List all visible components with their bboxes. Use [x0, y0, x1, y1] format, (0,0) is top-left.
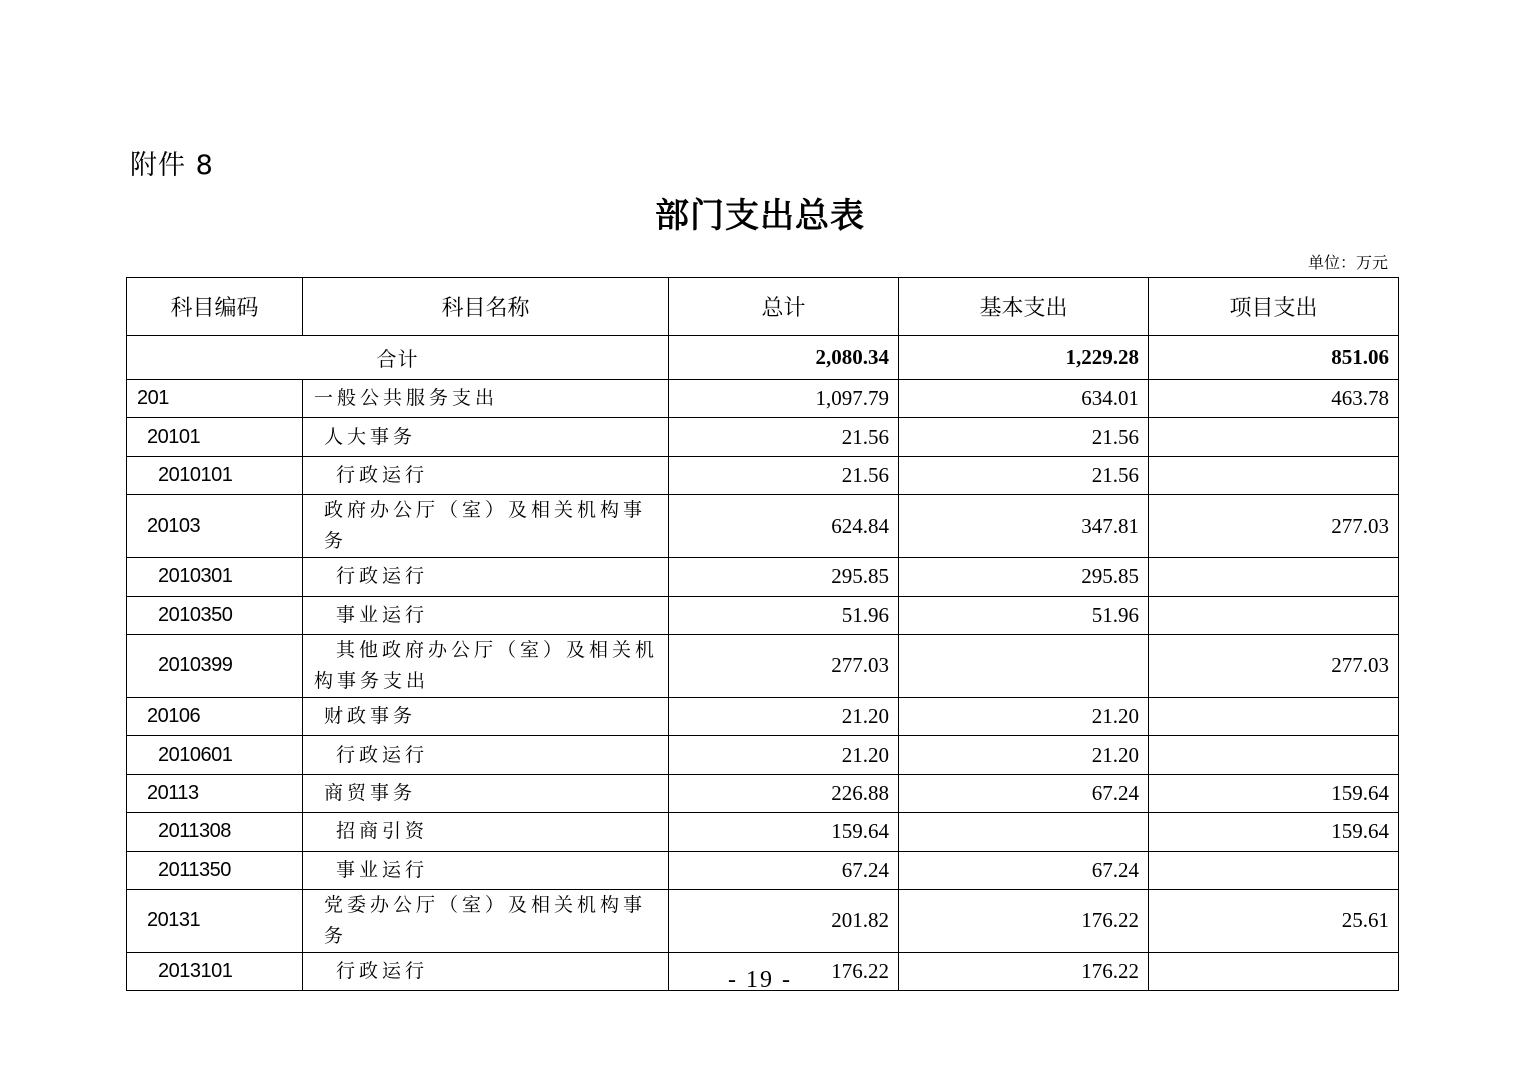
row-project	[1149, 736, 1399, 774]
row-basic: 295.85	[899, 558, 1149, 596]
row-project: 159.64	[1149, 813, 1399, 851]
attachment-label: 附件 8	[130, 150, 214, 181]
row-code: 2010399	[127, 634, 303, 697]
table-row	[127, 736, 1399, 774]
row-basic: 67.24	[899, 774, 1149, 812]
table-header-row	[127, 278, 1399, 336]
row-code: 2010350	[127, 596, 303, 634]
row-name: 行政运行	[303, 558, 669, 596]
row-project	[1149, 697, 1399, 735]
row-project	[1149, 418, 1399, 456]
row-basic: 176.22	[899, 952, 1149, 990]
row-name: 财政事务	[303, 697, 669, 735]
row-code: 20103	[127, 495, 303, 558]
total-row	[127, 336, 1399, 380]
row-name: 政府办公厅（室）及相关机构事务	[303, 495, 669, 558]
row-basic: 51.96	[899, 596, 1149, 634]
row-name: 其他政府办公厅（室）及相关机构事务支出	[303, 634, 669, 697]
row-basic: 21.20	[899, 697, 1149, 735]
header-code: 科目编码	[127, 278, 303, 336]
row-total: 159.64	[669, 813, 899, 851]
row-name: 人大事务	[303, 418, 669, 456]
row-basic: 347.81	[899, 495, 1149, 558]
row-total: 295.85	[669, 558, 899, 596]
row-total: 21.56	[669, 418, 899, 456]
expenditure-table	[126, 277, 1399, 991]
row-project	[1149, 456, 1399, 494]
row-project: 463.78	[1149, 380, 1399, 418]
table-row	[127, 456, 1399, 494]
table-row	[127, 380, 1399, 418]
row-code: 2011308	[127, 813, 303, 851]
header-basic: 基本支出	[899, 278, 1149, 336]
row-project: 277.03	[1149, 634, 1399, 697]
row-code: 201	[127, 380, 303, 418]
row-total: 67.24	[669, 851, 899, 889]
row-code: 20131	[127, 889, 303, 952]
row-basic: 21.20	[899, 736, 1149, 774]
row-name: 行政运行	[303, 952, 669, 990]
row-project	[1149, 558, 1399, 596]
total-basic: 1,229.28	[899, 336, 1149, 380]
row-name: 招商引资	[303, 813, 669, 851]
row-code: 2010301	[127, 558, 303, 596]
row-name: 行政运行	[303, 456, 669, 494]
row-name: 党委办公厅（室）及相关机构事务	[303, 889, 669, 952]
row-total: 277.03	[669, 634, 899, 697]
row-code: 2010601	[127, 736, 303, 774]
row-total: 21.56	[669, 456, 899, 494]
row-total: 176.22	[669, 952, 899, 990]
table-row	[127, 813, 1399, 851]
row-basic	[899, 813, 1149, 851]
row-name: 事业运行	[303, 596, 669, 634]
row-name: 商贸事务	[303, 774, 669, 812]
row-total: 51.96	[669, 596, 899, 634]
page-number: - 19 -	[728, 967, 792, 993]
row-code: 20106	[127, 697, 303, 735]
table-row	[127, 634, 1399, 697]
total-project: 851.06	[1149, 336, 1399, 380]
row-project	[1149, 596, 1399, 634]
header-name: 科目名称	[303, 278, 669, 336]
table-row	[127, 697, 1399, 735]
row-name: 事业运行	[303, 851, 669, 889]
row-code: 2010101	[127, 456, 303, 494]
row-basic: 634.01	[899, 380, 1149, 418]
row-code: 20101	[127, 418, 303, 456]
row-basic: 21.56	[899, 418, 1149, 456]
row-code: 2013101	[127, 952, 303, 990]
row-total: 201.82	[669, 889, 899, 952]
row-name: 一般公共服务支出	[303, 380, 669, 418]
table-row	[127, 774, 1399, 812]
row-basic	[899, 634, 1149, 697]
row-project: 277.03	[1149, 495, 1399, 558]
row-total: 1,097.79	[669, 380, 899, 418]
table-row	[127, 596, 1399, 634]
row-project: 159.64	[1149, 774, 1399, 812]
row-project	[1149, 851, 1399, 889]
row-total: 226.88	[669, 774, 899, 812]
table-row	[127, 418, 1399, 456]
row-code: 20113	[127, 774, 303, 812]
total-sum: 2,080.34	[669, 336, 899, 380]
table-row	[127, 889, 1399, 952]
row-total: 21.20	[669, 736, 899, 774]
row-basic: 21.56	[899, 456, 1149, 494]
row-total: 624.84	[669, 495, 899, 558]
unit-label: 单位：万元	[1307, 253, 1388, 272]
header-total: 总计	[669, 278, 899, 336]
row-project: 25.61	[1149, 889, 1399, 952]
table-row	[127, 558, 1399, 596]
row-code: 2011350	[127, 851, 303, 889]
row-total: 21.20	[669, 697, 899, 735]
row-basic: 176.22	[899, 889, 1149, 952]
table-row	[127, 495, 1399, 558]
total-label: 合计	[127, 336, 669, 380]
row-basic: 67.24	[899, 851, 1149, 889]
table-row	[127, 851, 1399, 889]
page-title: 部门支出总表	[655, 196, 865, 236]
header-project: 项目支出	[1149, 278, 1399, 336]
row-name: 行政运行	[303, 736, 669, 774]
